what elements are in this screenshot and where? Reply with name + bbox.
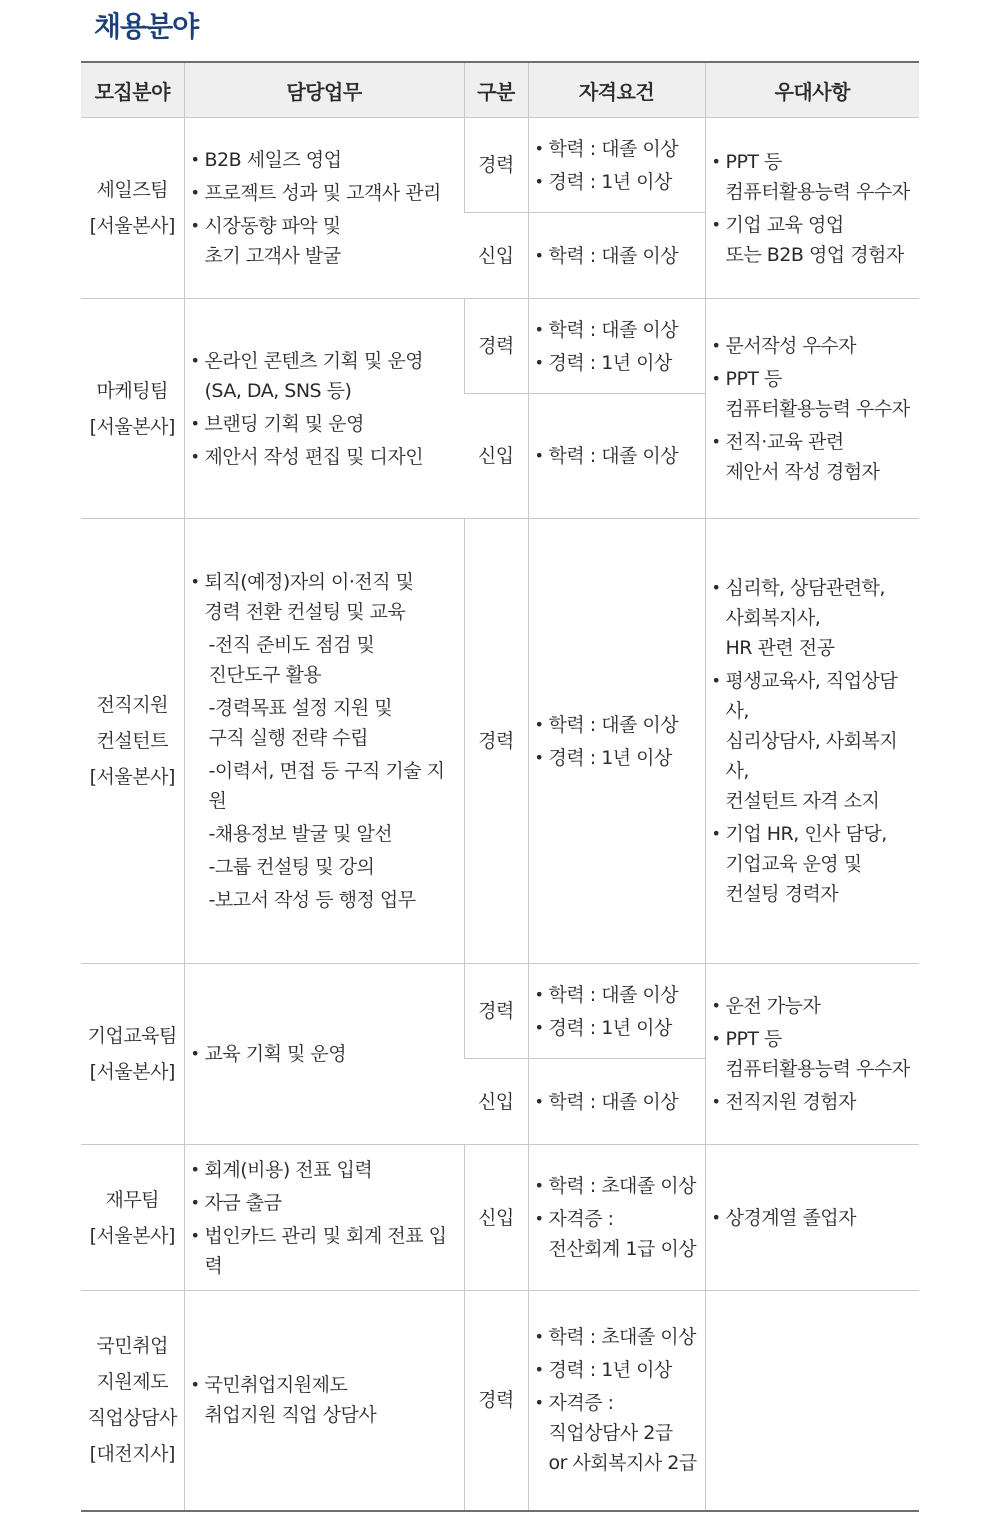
sub-list-item: -채용정보 발굴 및 알선: [208, 823, 393, 845]
duties-cell: [184, 1291, 464, 1511]
duties-cell: [184, 964, 464, 1145]
type-cell: 경력: [464, 299, 528, 394]
type-cell: 신입: [464, 1059, 528, 1145]
requirements-cell: [528, 1291, 705, 1511]
list-item: • 회계(비용) 전표 입력: [191, 1155, 458, 1185]
requirements-list: [535, 241, 699, 271]
preferences-cell: [705, 519, 919, 964]
list-item: • 학력 : 대졸 이상: [535, 980, 699, 1010]
requirements-list: [535, 1171, 699, 1264]
type-cell: 경력: [464, 964, 528, 1059]
sub-list-item: -이력서, 면접 등 구직 기술 지원: [208, 760, 445, 812]
list-item: • 자격증 : 직업상담사 2급 or 사회복지사 2급: [535, 1388, 699, 1478]
list-item: • 학력 : 대졸 이상: [535, 315, 699, 345]
preferences-list: [712, 991, 914, 1117]
list-item: • PPT 등 컴퓨터활용능력 우수자: [712, 1024, 914, 1084]
sub-list-item: -경력목표 설정 지원 및 구직 실행 전략 수립: [208, 697, 393, 749]
list-item: • 학력 : 대졸 이상: [535, 710, 699, 740]
field-cell: 세일즈팀 [서울본사]: [81, 118, 184, 299]
requirements-cell: [528, 394, 705, 519]
list-item: • 자격증 : 전산회계 1급 이상: [535, 1204, 699, 1264]
duties-cell: [184, 118, 464, 299]
duties-cell: [184, 299, 464, 519]
list-item: • PPT 등 컴퓨터활용능력 우수자: [712, 147, 914, 207]
type-cell: 신입: [464, 1145, 528, 1291]
requirements-list: [535, 441, 699, 471]
requirements-cell: [528, 299, 705, 394]
field-cell: 재무팀 [서울본사]: [81, 1145, 184, 1291]
list-item: • 학력 : 대졸 이상: [535, 441, 699, 471]
preferences-cell: [705, 1145, 919, 1291]
header-requirements: 자격요건: [528, 62, 705, 118]
table-row: [81, 118, 919, 213]
list-item: • 학력 : 대졸 이상: [535, 134, 699, 164]
header-row: [81, 62, 919, 118]
list-item: • 학력 : 대졸 이상: [535, 241, 699, 271]
requirements-cell: [528, 1059, 705, 1145]
preferences-list: [712, 147, 914, 270]
list-item: • 브랜딩 기획 및 운영: [191, 409, 458, 439]
duties-list: [191, 145, 458, 271]
list-item: • 시장동향 파악 및 초기 고객사 발굴: [191, 211, 458, 271]
list-item: • 교육 기획 및 운영: [191, 1039, 458, 1069]
table-row: [81, 1291, 919, 1511]
header-type: 구분: [464, 62, 528, 118]
section-title: [88, 6, 204, 48]
recruitment-table: [81, 61, 919, 1512]
list-item: • 경력 : 1년 이상: [535, 743, 699, 773]
duties-list: [191, 346, 458, 472]
type-cell: 신입: [464, 213, 528, 299]
requirements-cell: [528, 1145, 705, 1291]
requirements-cell: [528, 213, 705, 299]
duties-list: [191, 567, 458, 915]
sub-list-item: -그룹 컨설팅 및 강의: [208, 856, 375, 878]
list-item: • 운전 가능자: [712, 991, 914, 1021]
requirements-list: [535, 134, 699, 197]
field-cell: 전직지원 컨설턴트 [서울본사]: [81, 519, 184, 964]
requirements-list: [535, 710, 699, 773]
type-cell: 경력: [464, 519, 528, 964]
table-body: [81, 118, 919, 1511]
preferences-list: [712, 573, 914, 909]
list-item: • 평생교육사, 직업상담사, 심리상담사, 사회복지사, 컨설턴트 자격 소지: [712, 666, 914, 816]
list-item: • 경력 : 1년 이상: [535, 167, 699, 197]
preferences-cell: [705, 964, 919, 1145]
duties-cell: [184, 1145, 464, 1291]
preferences-cell: [705, 1291, 919, 1511]
list-item: • 상경계열 졸업자: [712, 1203, 914, 1233]
header-duties: 담당업무: [184, 62, 464, 118]
table-row: [81, 964, 919, 1059]
requirements-cell: [528, 964, 705, 1059]
list-item: • 학력 : 초대졸 이상: [535, 1171, 699, 1201]
list-item: • 기업 교육 영업 또는 B2B 영업 경험자: [712, 210, 914, 270]
table-row: [81, 519, 919, 964]
sub-list-item: -보고서 작성 등 행정 업무: [208, 889, 416, 911]
requirements-cell: [528, 118, 705, 213]
type-cell: 경력: [464, 118, 528, 213]
list-item: • 퇴직(예정)자의 이·전직 및 경력 전환 컨설팅 및 교육: [191, 567, 458, 627]
list-item: • 법인카드 관리 및 회계 전표 입력: [191, 1221, 458, 1281]
list-item: • 경력 : 1년 이상: [535, 1013, 699, 1043]
list-item: • 제안서 작성 편집 및 디자인: [191, 442, 458, 472]
type-cell: 경력: [464, 1291, 528, 1511]
type-cell: 신입: [464, 394, 528, 519]
duties-list: [191, 1039, 458, 1069]
list-item: • 기업 HR, 인사 담당, 기업교육 운영 및 컨설팅 경력자: [712, 819, 914, 909]
requirements-list: [535, 1087, 699, 1117]
header-field: 모집분야: [81, 62, 184, 118]
list-item: • 학력 : 초대졸 이상: [535, 1322, 699, 1352]
field-cell: 국민취업 지원제도 직업상담사 [대전지사]: [81, 1291, 184, 1511]
field-cell: 마케팅팀 [서울본사]: [81, 299, 184, 519]
preferences-cell: [705, 299, 919, 519]
preferences-cell: [705, 118, 919, 299]
field-cell: 기업교육팀 [서울본사]: [81, 964, 184, 1145]
preferences-list: [712, 1203, 914, 1233]
list-item: • 온라인 콘텐츠 기획 및 운영 (SA, DA, SNS 등): [191, 346, 458, 406]
list-item: • 심리학, 상담관련학, 사회복지사, HR 관련 전공: [712, 573, 914, 663]
list-item: • 프로젝트 성과 및 고객사 관리: [191, 178, 458, 208]
list-item: • 학력 : 대졸 이상: [535, 1087, 699, 1117]
list-item: • 자금 출금: [191, 1188, 458, 1218]
list-item: • 문서작성 우수자: [712, 331, 914, 361]
list-item: • 경력 : 1년 이상: [535, 348, 699, 378]
duties-list: [191, 1155, 458, 1281]
requirements-list: [535, 980, 699, 1043]
section-title-text: 채용분야: [94, 10, 199, 43]
duties-list: [191, 1370, 458, 1430]
sub-list-item: -전직 준비도 점검 및 진단도구 활용: [208, 634, 375, 686]
table-row: [81, 1145, 919, 1291]
list-item: • B2B 세일즈 영업: [191, 145, 458, 175]
list-item: • 경력 : 1년 이상: [535, 1355, 699, 1385]
list-item: • 국민취업지원제도 취업지원 직업 상담사: [191, 1370, 458, 1430]
requirements-list: [535, 1322, 699, 1478]
list-item: • 전직지원 경험자: [712, 1087, 914, 1117]
table-row: [81, 299, 919, 394]
list-item: • 전직·교육 관련 제안서 작성 경험자: [712, 427, 914, 487]
duties-cell: [184, 519, 464, 964]
preferences-list: [712, 331, 914, 487]
list-item: • PPT 등 컴퓨터활용능력 우수자: [712, 364, 914, 424]
requirements-cell: [528, 519, 705, 964]
header-preferences: 우대사항: [705, 62, 919, 118]
requirements-list: [535, 315, 699, 378]
